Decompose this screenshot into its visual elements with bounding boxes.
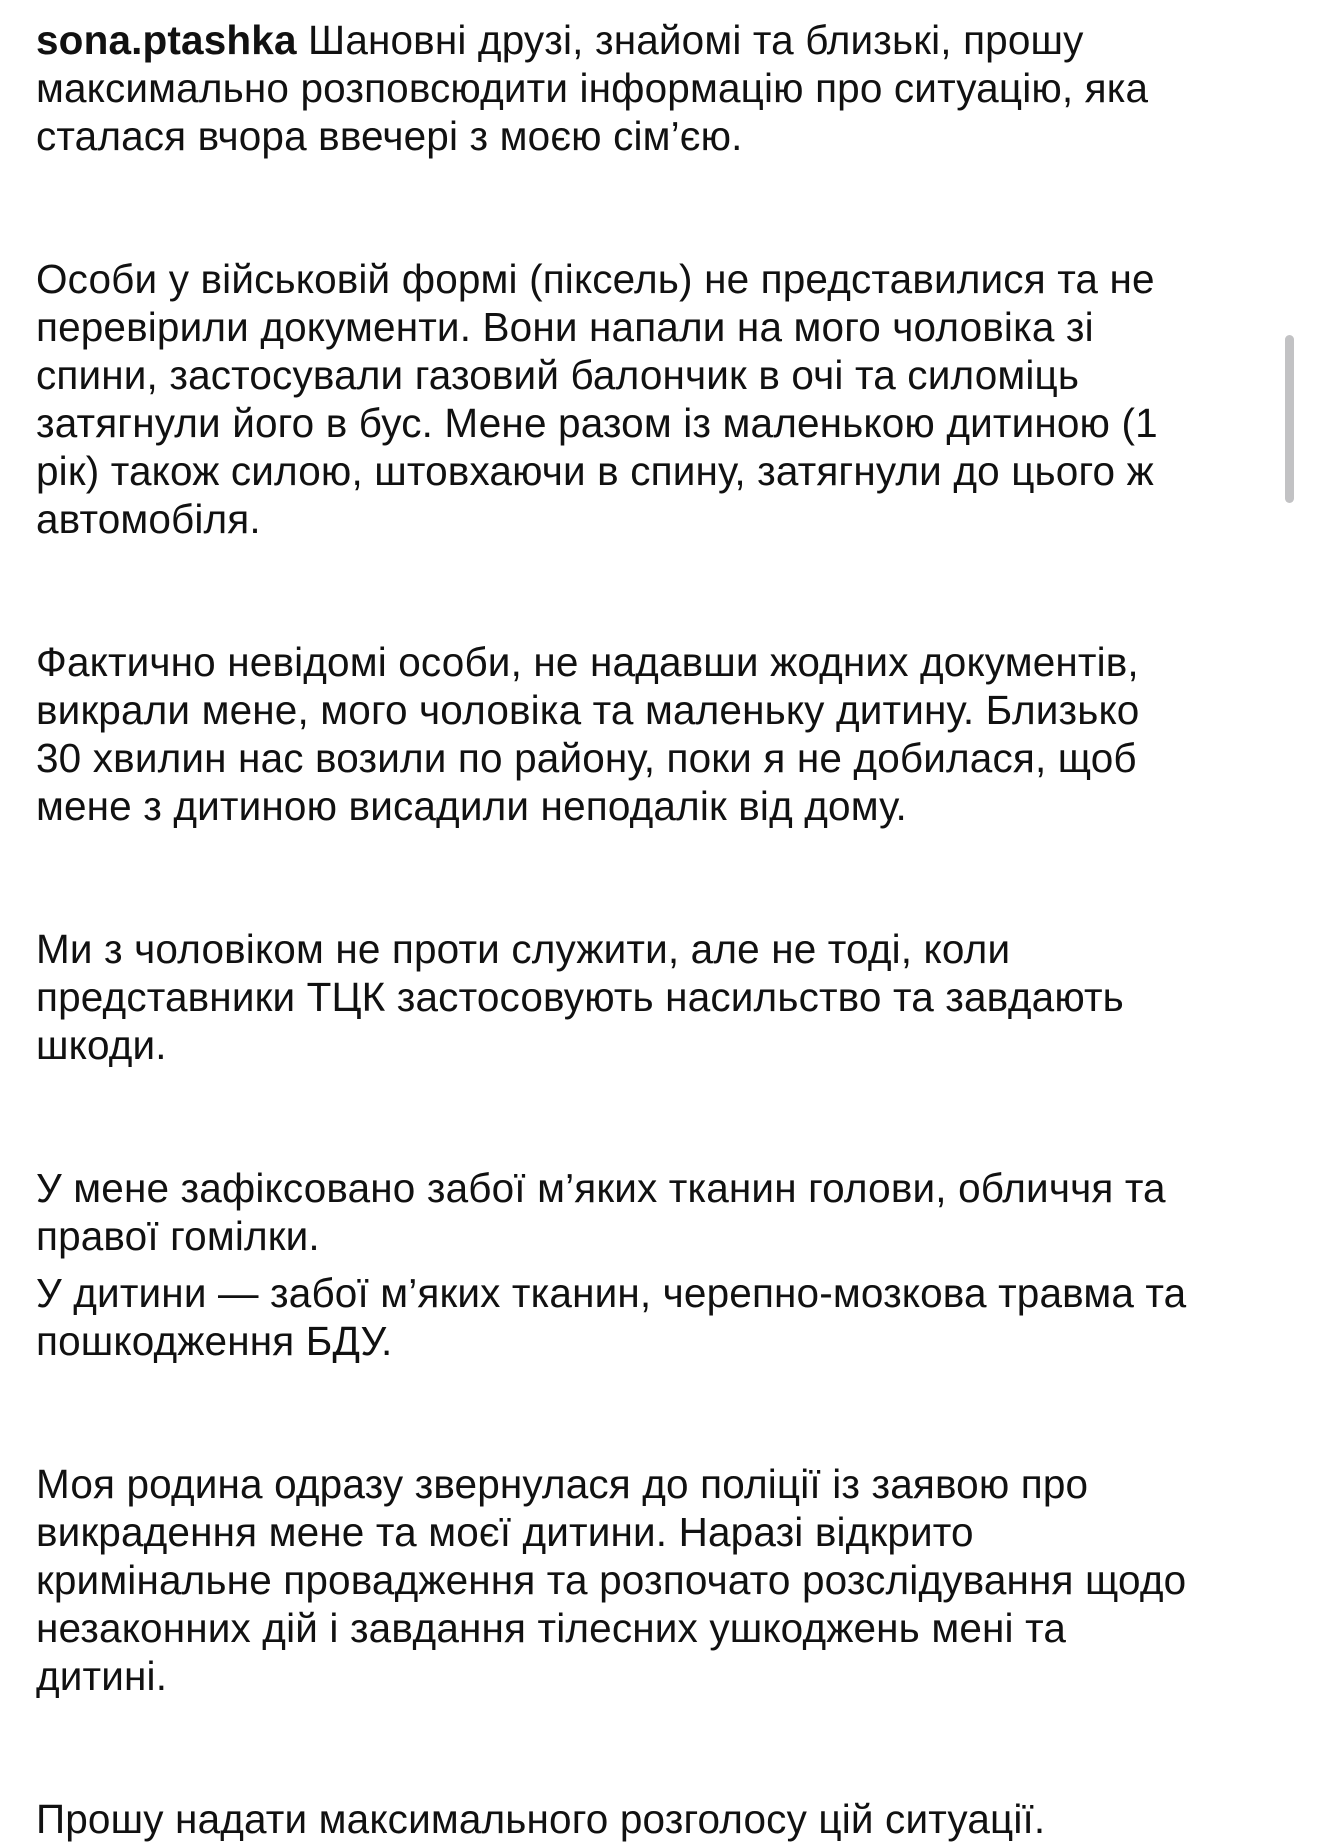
username-link[interactable]: sona.ptashka (36, 17, 297, 63)
caption-paragraph: У дитини — забої м’яких тканин, черепно-мозкова травма та пошкодження БДУ. (36, 1270, 1187, 1364)
caption-paragraph: Моя родина одразу звернулася до поліції із заявою про викрадення мене та моєї дитини. Наразі відкрито кримінальне провадження та розпочато розслідування щодо незаконних дій і завдання тілесних ушкоджень мені та дитині. (36, 1461, 1187, 1699)
vertical-scrollbar[interactable] (1285, 335, 1294, 503)
caption-paragraph: Особи у військовій формі (піксель) не представилися та не перевірили документи. Вони напали на мого чоловіка зі спини, застосували газовий балончик в очі та силоміць затягнули його в бус. Мене разом із маленькою дитиною (1 рік) також силою, штовхаючи в спину, затягнули до цього ж автомобіля. (36, 256, 1158, 542)
caption-intro-text: Шановні друзі, знайомі та близькі, прошу максимально розповсюдити інформацію про ситуацію, яка сталася вчора ввечері з моєю сім’єю. (36, 17, 1149, 159)
paragraph-spacer (36, 1700, 1241, 1795)
paragraph-spacer (36, 543, 1241, 638)
paragraph-spacer (36, 1365, 1241, 1460)
caption-paragraph: Фактично невідомі особи, не надавши жодних документів, викрали мене, мого чоловіка та маленьку дитину. Близько 30 хвилин нас возили по району, поки я не добилася, щоб мене з дитиною висадили неподалік від дому. (36, 639, 1140, 829)
caption-paragraph: Прошу надати максимального розголосу цій ситуації. (36, 1796, 1046, 1842)
paragraph-spacer (36, 160, 1241, 255)
line-spacer (36, 1260, 1241, 1269)
paragraph-spacer (36, 1069, 1241, 1164)
paragraph-spacer (36, 830, 1241, 925)
caption-intro (36, 16, 1241, 160)
post-caption (36, 16, 1241, 1843)
caption-paragraph: Ми з чоловіком не проти служити, але не тоді, коли представники ТЦК застосовують насильство та завдають шкоди. (36, 926, 1124, 1068)
caption-paragraph: У мене зафіксовано забої м’яких тканин голови, обличчя та правої гомілки. (36, 1165, 1166, 1259)
